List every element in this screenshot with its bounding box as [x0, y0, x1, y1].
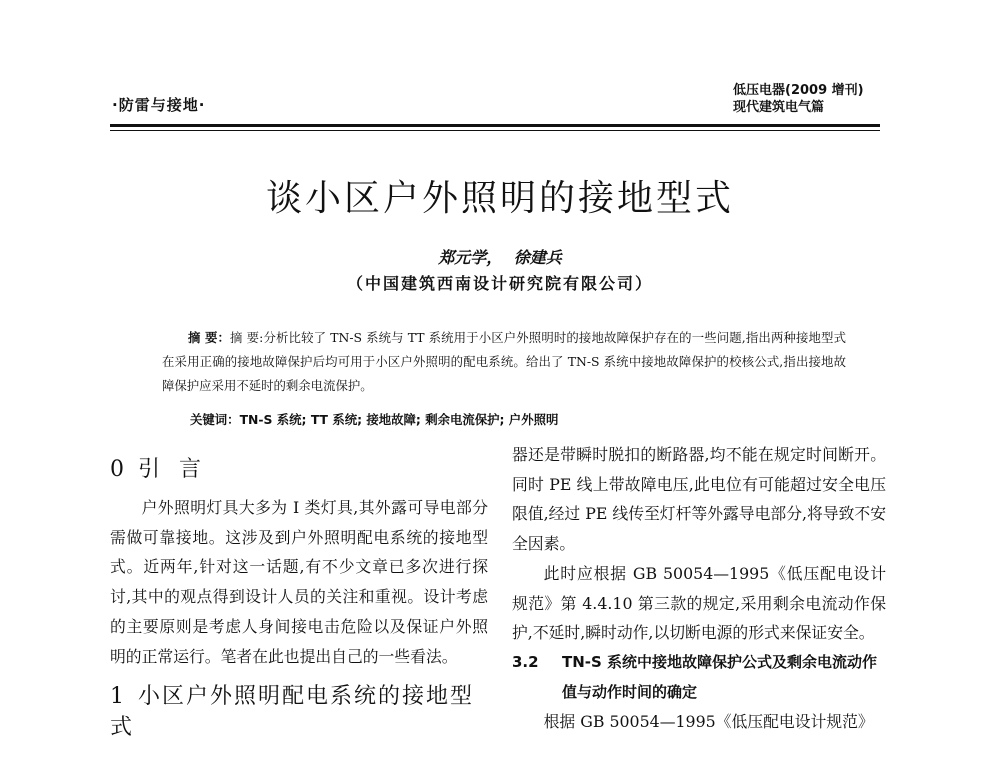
article-affiliation: （中国建筑西南设计研究院有限公司）	[346, 274, 653, 293]
right-paragraph-3: 根据 GB 50054—1995《低压配电设计规范》	[543, 712, 874, 732]
section-0-heading	[110, 452, 488, 483]
right-paragraph-2: 此时应根据 GB 50054—1995《低压配电设计规范》第 4.4.10 第三款的规定,采用剩余电流动作保护,不延时,瞬时动作,以切断电源的形式来保证安全。	[512, 563, 886, 643]
section-1-heading	[110, 679, 488, 741]
article-title: 谈小区户外照明的接地型式	[265, 178, 734, 219]
abstract-label: 摘 要：	[188, 330, 231, 345]
keywords	[190, 408, 850, 432]
right-column	[512, 440, 886, 737]
section-3-2-title: TN-S 系统中接地故障保护公式及剩余电流动作值与动作时间的确定	[562, 652, 878, 701]
left-column	[110, 452, 488, 741]
section-3-2-heading	[512, 648, 886, 707]
keywords-text: TN-S 系统; TT 系统; 接地故障; 剩余电流保护; 户外照明	[239, 412, 559, 427]
section-3-2-number: 3.2	[512, 652, 539, 671]
section-1-number: 1	[110, 684, 124, 710]
keywords-label: 关键词：	[190, 412, 240, 427]
article-authors: 郑元学， 徐建兵	[438, 248, 562, 267]
section-0-paragraph: 户外照明灯具大多为 I 类灯具,其外露可导电部分需做可靠接地。这涉及到户外照明配电系统的接地型式。近两年,针对这一话题,有不少文章已多次进行探讨,其中的观点得到设计人员的关注和重视。设计考虑的主要原则是考虑人身间接电击危险以及保证户外照明的正常运行。笔者在此也提出自己的一些看法。	[110, 498, 488, 666]
header-rule-thin	[110, 130, 880, 131]
abstract-text: 摘 要:分析比较了 TN-S 系统与 TT 系统用于小区户外照明时的接地故障保护存在的一些问题,指出两种接地型式在采用正确的接地故障保护后均可用于小区户外照明的配电系统。给出了 TN-S 系统中接地故障保护的校核公式,指出接地故障保护应采用不延时的剩余电流保护。	[162, 330, 846, 393]
journal-line-2: 现代建筑电气篇	[733, 100, 825, 115]
section-1-title: 小区户外照明配电系统的接地型式	[110, 684, 475, 741]
journal-line-1: 低压电器(2009 增刊)	[733, 83, 864, 98]
right-paragraph-1: 器还是带瞬时脱扣的断路器,均不能在规定时间断开。同时 PE 线上带故障电压,此电位有可能超过安全电压限值,经过 PE 线传至灯杆等外露导电部分,将导致不安全因素。	[512, 445, 886, 554]
journal-info	[733, 82, 864, 116]
section-tag: ·防雷与接地·	[112, 96, 206, 114]
section-0-title: 引 言	[138, 457, 207, 482]
section-0-number: 0	[110, 457, 124, 482]
header-rule-thick	[110, 124, 880, 127]
abstract	[162, 326, 846, 398]
